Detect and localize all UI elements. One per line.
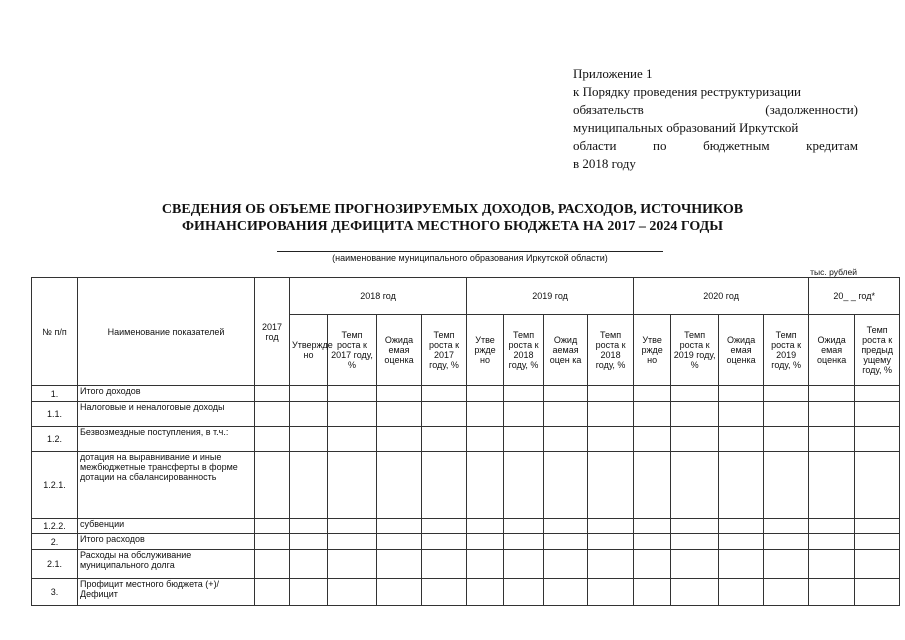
value-cell[interactable] <box>855 427 900 452</box>
value-cell[interactable] <box>809 534 855 550</box>
value-cell[interactable] <box>467 550 504 579</box>
value-cell[interactable] <box>634 519 671 534</box>
header-num: № п/п <box>32 278 78 386</box>
value-cell[interactable] <box>764 534 809 550</box>
row-number: 2. <box>32 534 78 550</box>
value-cell[interactable] <box>671 402 719 427</box>
value-cell[interactable] <box>634 452 671 519</box>
value-cell[interactable] <box>764 550 809 579</box>
subheader-cell: Темп роста к 2017 году, % <box>328 315 377 386</box>
value-cell[interactable] <box>290 579 328 606</box>
value-cell[interactable] <box>544 534 588 550</box>
title-line: СВЕДЕНИЯ ОБ ОБЪЕМЕ ПРОГНОЗИРУЕМЫХ ДОХОДОВ, РАСХОДОВ, ИСТОЧНИКОВ <box>161 202 744 217</box>
value-cell[interactable] <box>544 427 588 452</box>
appendix-line: в 2018 году <box>573 156 636 171</box>
row-indicator: Налоговые и неналоговые доходы <box>78 402 255 427</box>
appendix-word: (задолженности) <box>765 102 858 117</box>
value-cell[interactable] <box>671 534 719 550</box>
value-cell[interactable] <box>544 452 588 519</box>
appendix-line <box>573 101 858 119</box>
value-cell[interactable] <box>328 402 377 427</box>
value-cell[interactable] <box>719 534 764 550</box>
value-cell[interactable] <box>255 579 290 606</box>
value-cell[interactable] <box>855 386 900 402</box>
row-indicator: Итого доходов <box>78 386 255 402</box>
subheader-cell: Ожида емая оценка <box>377 315 422 386</box>
value-cell[interactable] <box>255 534 290 550</box>
value-cell[interactable] <box>377 550 422 579</box>
value-cell[interactable] <box>809 427 855 452</box>
value-cell[interactable] <box>764 452 809 519</box>
value-cell[interactable] <box>467 519 504 534</box>
value-cell[interactable] <box>809 519 855 534</box>
value-cell[interactable] <box>422 402 467 427</box>
table-row <box>32 550 900 579</box>
value-cell[interactable] <box>809 550 855 579</box>
value-cell[interactable] <box>764 386 809 402</box>
table-body <box>32 386 900 606</box>
value-cell[interactable] <box>467 452 504 519</box>
budget-table <box>31 277 900 606</box>
value-cell[interactable] <box>504 386 544 402</box>
header-name: Наименование показателей <box>78 278 255 386</box>
appendix-word: обязательств <box>573 102 644 117</box>
value-cell[interactable] <box>504 402 544 427</box>
value-cell[interactable] <box>328 386 377 402</box>
header-year-2018: 2018 год <box>290 278 467 315</box>
value-cell[interactable] <box>255 427 290 452</box>
value-cell[interactable] <box>719 519 764 534</box>
row-indicator: Профицит местного бюджета (+)/Дефицит <box>78 579 255 606</box>
table-row <box>32 579 900 606</box>
value-cell[interactable] <box>544 402 588 427</box>
value-cell[interactable] <box>255 386 290 402</box>
value-cell[interactable] <box>290 452 328 519</box>
value-cell[interactable] <box>544 550 588 579</box>
municipality-underline <box>277 251 663 252</box>
subheader-cell: Ожида емая оценка <box>809 315 855 386</box>
row-number: 1.2.1. <box>32 452 78 519</box>
subheader-cell: Утве ржде но <box>634 315 671 386</box>
value-cell[interactable] <box>634 579 671 606</box>
value-cell[interactable] <box>467 386 504 402</box>
value-cell[interactable] <box>764 402 809 427</box>
value-cell[interactable] <box>588 452 634 519</box>
value-cell[interactable] <box>634 402 671 427</box>
value-cell[interactable] <box>422 579 467 606</box>
value-cell[interactable] <box>467 579 504 606</box>
value-cell[interactable] <box>809 386 855 402</box>
table-row <box>32 519 900 534</box>
value-cell[interactable] <box>855 519 900 534</box>
value-cell[interactable] <box>588 579 634 606</box>
value-cell[interactable] <box>855 452 900 519</box>
appendix-note <box>573 65 858 173</box>
value-cell[interactable] <box>422 519 467 534</box>
value-cell[interactable] <box>328 519 377 534</box>
value-cell[interactable] <box>855 550 900 579</box>
value-cell[interactable] <box>377 579 422 606</box>
value-cell[interactable] <box>255 519 290 534</box>
value-cell[interactable] <box>588 550 634 579</box>
value-cell[interactable] <box>671 427 719 452</box>
value-cell[interactable] <box>588 427 634 452</box>
value-cell[interactable] <box>634 550 671 579</box>
value-cell[interactable] <box>255 550 290 579</box>
header-year-2019: 2019 год <box>467 278 634 315</box>
value-cell[interactable] <box>719 402 764 427</box>
value-cell[interactable] <box>544 386 588 402</box>
value-cell[interactable] <box>504 427 544 452</box>
value-cell[interactable] <box>504 579 544 606</box>
value-cell[interactable] <box>671 579 719 606</box>
subheader-cell: Утвержде но <box>290 315 328 386</box>
row-number: 2.1. <box>32 550 78 579</box>
value-cell[interactable] <box>719 550 764 579</box>
row-indicator: дотация на выравнивание и иные межбюджетные трансферты в форме дотации на сбалансированность <box>78 452 255 519</box>
value-cell[interactable] <box>671 519 719 534</box>
value-cell[interactable] <box>255 402 290 427</box>
appendix-line <box>573 137 858 155</box>
value-cell[interactable] <box>255 452 290 519</box>
subheader-cell: Темп роста к 2018 году, % <box>588 315 634 386</box>
row-number: 1. <box>32 386 78 402</box>
value-cell[interactable] <box>467 427 504 452</box>
row-indicator: субвенции <box>78 519 255 534</box>
row-indicator: Итого расходов <box>78 534 255 550</box>
value-cell[interactable] <box>377 452 422 519</box>
value-cell[interactable] <box>290 402 328 427</box>
row-indicator: Безвозмездные поступления, в т.ч.: <box>78 427 255 452</box>
table-row <box>32 402 900 427</box>
value-cell[interactable] <box>422 452 467 519</box>
value-cell[interactable] <box>422 550 467 579</box>
value-cell[interactable] <box>588 402 634 427</box>
value-cell[interactable] <box>377 402 422 427</box>
value-cell[interactable] <box>855 402 900 427</box>
value-cell[interactable] <box>422 386 467 402</box>
value-cell[interactable] <box>809 452 855 519</box>
header-2017: 2017 год <box>255 278 290 386</box>
appendix-line: муниципальных образований Иркутской <box>573 120 799 135</box>
value-cell[interactable] <box>764 519 809 534</box>
title-line: ФИНАНСИРОВАНИЯ ДЕФИЦИТА МЕСТНОГО БЮДЖЕТА НА 2017 – 2024 ГОДЫ <box>182 219 723 234</box>
value-cell[interactable] <box>855 534 900 550</box>
value-cell[interactable] <box>377 427 422 452</box>
value-cell[interactable] <box>328 550 377 579</box>
row-number: 1.2.2. <box>32 519 78 534</box>
value-cell[interactable] <box>588 519 634 534</box>
value-cell[interactable] <box>809 579 855 606</box>
value-cell[interactable] <box>764 427 809 452</box>
value-cell[interactable] <box>855 579 900 606</box>
appendix-line: Приложение 1 <box>573 66 653 81</box>
header-year-2020: 2020 год <box>634 278 809 315</box>
document-title <box>0 201 905 235</box>
value-cell[interactable] <box>328 452 377 519</box>
value-cell[interactable] <box>671 386 719 402</box>
appendix-word: области <box>573 138 617 153</box>
subheader-cell: Утве ржде но <box>467 315 504 386</box>
value-cell[interactable] <box>377 519 422 534</box>
value-cell[interactable] <box>290 550 328 579</box>
subheader-cell: Темп роста к 2019 году, % <box>764 315 809 386</box>
subheader-cell: Темп роста к 2019 году, % <box>671 315 719 386</box>
value-cell[interactable] <box>719 452 764 519</box>
value-cell[interactable] <box>719 427 764 452</box>
subheader-cell: Ожид аемая оцен ка <box>544 315 588 386</box>
subheader-cell: Ожида емая оценка <box>719 315 764 386</box>
value-cell[interactable] <box>328 579 377 606</box>
value-cell[interactable] <box>467 534 504 550</box>
value-cell[interactable] <box>634 534 671 550</box>
header-year-20xx: 20_ _ год* <box>809 278 900 315</box>
value-cell[interactable] <box>764 579 809 606</box>
value-cell[interactable] <box>504 519 544 534</box>
table-row <box>32 534 900 550</box>
municipality-caption: (наименование муниципального образования Иркутской области) <box>332 253 608 263</box>
table-row <box>32 427 900 452</box>
value-cell[interactable] <box>504 550 544 579</box>
appendix-word: по <box>653 138 667 153</box>
value-cell[interactable] <box>290 519 328 534</box>
value-cell[interactable] <box>588 534 634 550</box>
value-cell[interactable] <box>671 550 719 579</box>
table-row <box>32 452 900 519</box>
value-cell[interactable] <box>544 579 588 606</box>
value-cell[interactable] <box>290 427 328 452</box>
value-cell[interactable] <box>290 386 328 402</box>
value-cell[interactable] <box>634 386 671 402</box>
value-cell[interactable] <box>671 452 719 519</box>
value-cell[interactable] <box>328 534 377 550</box>
value-cell[interactable] <box>504 452 544 519</box>
value-cell[interactable] <box>809 402 855 427</box>
value-cell[interactable] <box>422 534 467 550</box>
row-number: 1.1. <box>32 402 78 427</box>
value-cell[interactable] <box>634 427 671 452</box>
units-label: тыс. рублей <box>810 267 857 277</box>
value-cell[interactable] <box>544 519 588 534</box>
value-cell[interactable] <box>328 427 377 452</box>
appendix-word: бюджетным <box>703 138 770 153</box>
value-cell[interactable] <box>290 534 328 550</box>
value-cell[interactable] <box>422 427 467 452</box>
value-cell[interactable] <box>719 386 764 402</box>
value-cell[interactable] <box>377 386 422 402</box>
value-cell[interactable] <box>377 534 422 550</box>
value-cell[interactable] <box>467 402 504 427</box>
value-cell[interactable] <box>504 534 544 550</box>
value-cell[interactable] <box>588 386 634 402</box>
subheader-cell: Темп роста к 2018 году, % <box>504 315 544 386</box>
value-cell[interactable] <box>719 579 764 606</box>
appendix-line: к Порядку проведения реструктуризации <box>573 84 801 99</box>
appendix-word: кредитам <box>806 138 858 153</box>
subheader-cell: Темп роста к предыд ущему году, % <box>855 315 900 386</box>
table-row <box>32 386 900 402</box>
row-indicator: Расходы на обслуживание муниципального долга <box>78 550 255 579</box>
subheader-cell: Темп роста к 2017 году, % <box>422 315 467 386</box>
row-number: 1.2. <box>32 427 78 452</box>
row-number: 3. <box>32 579 78 606</box>
